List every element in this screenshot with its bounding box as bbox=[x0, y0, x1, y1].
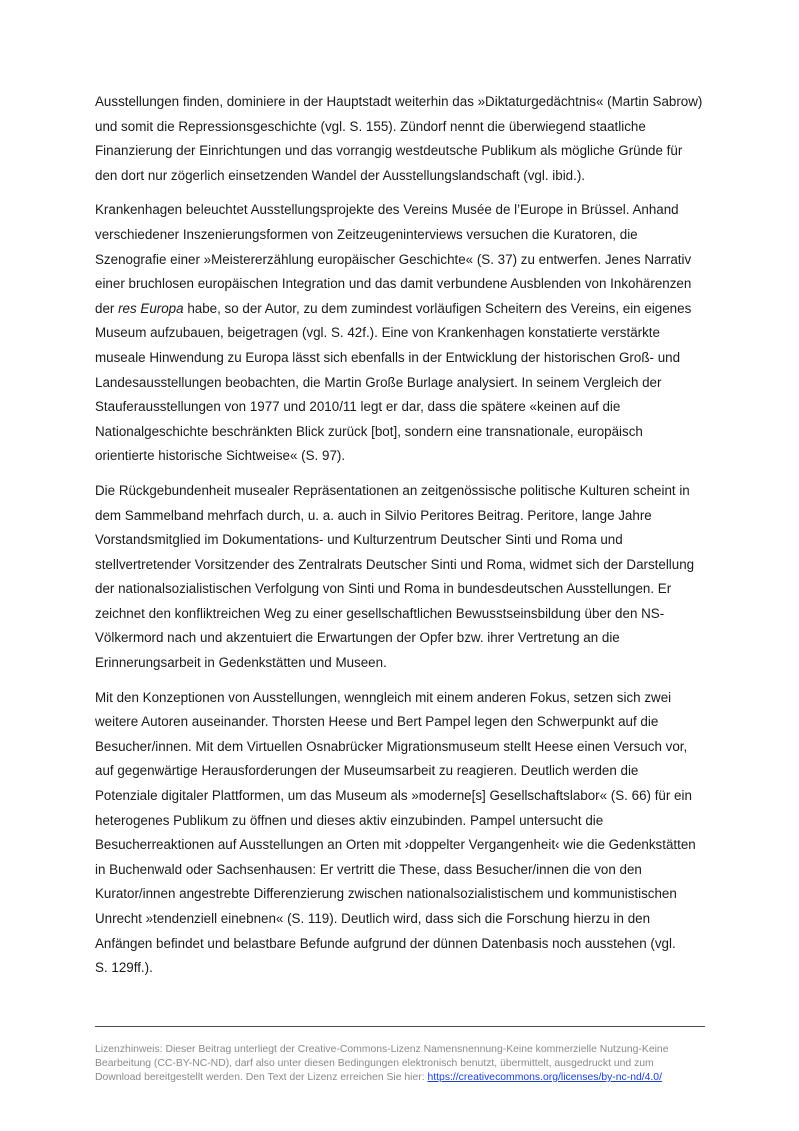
text-line: Völkermord nach und akzentuiert die Erwartungen der Opfer bzw. ihrer Vertretung an die bbox=[95, 630, 620, 646]
text-line: und somit die Repressionsgeschichte (vgl. S. 155). Zündorf nennt die überwiegend staatliche bbox=[95, 118, 646, 134]
text-line: Besucherreaktionen auf Ausstellungen an Orten mit ›doppelter Vergangenheit‹ wie die Gedenkstätten bbox=[95, 837, 696, 853]
text-line: Ausstellungen finden, dominiere in der Hauptstadt weiterhin das »Diktaturgedächtnis« (Martin Sabrow) bbox=[95, 94, 703, 109]
license-line-3-text: Download bereitgestellt werden. Den Text der Lizenz erreichen Sie hier: bbox=[95, 1072, 428, 1083]
license-line-2: Bearbeitung (CC-BY-NC-ND), darf also unter diesen Bedingungen elektronisch benutzt, übermittelt, ausgedruckt und zum bbox=[95, 1058, 654, 1069]
paragraph-3 bbox=[95, 479, 735, 676]
text-line: Finanzierung der Einrichtungen und das vorrangig westdeutsche Publikum als mögliche Gründe für bbox=[95, 143, 683, 159]
italic-phrase: res Europa bbox=[118, 300, 184, 316]
license-line-3 bbox=[95, 1071, 715, 1085]
text-line: Krankenhagen beleuchtet Ausstellungsprojekte des Vereins Musée de l’Europe in Brüssel. Anhand bbox=[95, 202, 679, 218]
text-line: Anfängen befindet und belastbare Befunde aufgrund der dünnen Datenbasis noch ausstehen (vgl. bbox=[95, 935, 676, 951]
text-line: Nationalgeschichte beschränkten Blick zurück [bot], sondern eine transnationale, europäisch bbox=[95, 423, 643, 439]
text-line: verschiedener Inszenierungsformen von Zeitzeugeninterviews versuchen die Kuratoren, die bbox=[95, 226, 638, 242]
text-line: zeichnet den konfliktreichen Weg zu einer gesellschaftlichen Bewusstseinsbildung über den NS- bbox=[95, 605, 665, 621]
text-line-with-italic: der res Europa habe, so der Autor, zu dem zumindest vorläufigen Scheitern des Vereins, ein eigenes bbox=[95, 300, 692, 316]
text-line: museale Hinwendung zu Europa lässt sich ebenfalls in der Entwicklung der historischen Groß- und bbox=[95, 349, 681, 365]
license-line-1: Lizenzhinweis: Dieser Beitrag unterliegt der Creative-Commons-Lizenz Namensnennung-Keine kommerzielle Nutzung-Keine bbox=[95, 1044, 669, 1055]
paragraph-2 bbox=[95, 198, 735, 469]
text-line: den dort nur zögerlich einsetzenden Wandel der Ausstellungslandschaft (vgl. ibid.). bbox=[95, 167, 586, 183]
text-line: stellvertretender Vorsitzender des Zentralrats Deutscher Sinti und Roma, widmet sich der Darstellung bbox=[95, 556, 695, 572]
paragraph-1 bbox=[95, 90, 735, 188]
text-line: Vorstandsmitglied im Dokumentations- und Kulturzentrum Deutscher Sinti und Roma und bbox=[95, 532, 623, 548]
paragraph-4 bbox=[95, 686, 735, 981]
text-line: Besucher/innen. Mit dem Virtuellen Osnabrücker Migrationsmuseum stellt Heese einen Versuch vor, bbox=[95, 738, 688, 754]
text-line: S. 129ff.). bbox=[95, 960, 153, 976]
text-line: weitere Autoren auseinander. Thorsten Heese und Bert Pampel legen den Schwerpunkt auf die bbox=[95, 714, 659, 730]
text-line: Die Rückgebundenheit musealer Repräsentationen an zeitgenössische politische Kulturen scheint in bbox=[95, 482, 690, 498]
text-line: auf gegenwärtige Herausforderungen der Museumsarbeit zu reagieren. Deutlich werden die bbox=[95, 763, 639, 779]
text-line: Museum aufzubauen, beigetragen (vgl. S. 42f.). Eine von Krankenhagen konstatierte verstärkte bbox=[95, 325, 660, 341]
text-line: orientierte historische Sichtweise« (S. 97). bbox=[95, 448, 346, 464]
license-footer bbox=[95, 1043, 715, 1085]
article-body bbox=[95, 90, 735, 991]
text-line: Landesausstellungen beobachten, die Martin Große Burlage analysiert. In seinem Vergleich der bbox=[95, 374, 662, 390]
text-line: dem Sammelband mehrfach durch, u. a. auch in Silvio Peritores Beitrag. Peritore, lange Jahre bbox=[95, 507, 652, 523]
text-line: in Buchenwald oder Sachsenhausen: Er vertritt die These, dass Besucher/innen die von den bbox=[95, 861, 642, 877]
text-line: Kurator/innen angestrebte Differenzierung zwischen nationalsozialistischem und kommunistischen bbox=[95, 886, 677, 902]
text-line: der nationalsozialistischen Verfolgung von Sinti und Roma in bundesdeutschen Ausstellungen. Er bbox=[95, 581, 672, 597]
text-line: Unrecht »tendenziell einebnen« (S. 119). Deutlich wird, dass sich die Forschung hierzu in den bbox=[95, 911, 651, 926]
text-line: Stauferausstellungen von 1977 und 2010/11 legt er dar, dass die spätere «keinen auf die bbox=[95, 399, 621, 415]
text-line: Erinnerungsarbeit in Gedenkstätten und Museen. bbox=[95, 655, 387, 671]
text-line: Potenziale digitaler Plattformen, um das Museum als »moderne[s] Gesellschaftslabor« (S. 66) für ein bbox=[95, 788, 692, 804]
text-line: heterogenes Publikum zu öffnen und dieses aktiv einzubinden. Pampel untersucht die bbox=[95, 812, 604, 828]
text-line: einer bruchlosen europäischen Integration und das damit verbundene Ausblenden von Inkohärenzen bbox=[95, 276, 692, 292]
text-line: Szenografie einer »Meistererzählung europäischer Geschichte« (S. 37) zu entwerfen. Jenes Narrativ bbox=[95, 251, 692, 267]
text-line: Mit den Konzeptionen von Ausstellungen, wenngleich mit einem anderen Fokus, setzen sich zwei bbox=[95, 689, 672, 705]
license-link[interactable]: https://creativecommons.org/licenses/by-nc-nd/4.0/ bbox=[427, 1072, 662, 1083]
footer-divider bbox=[95, 1026, 705, 1027]
